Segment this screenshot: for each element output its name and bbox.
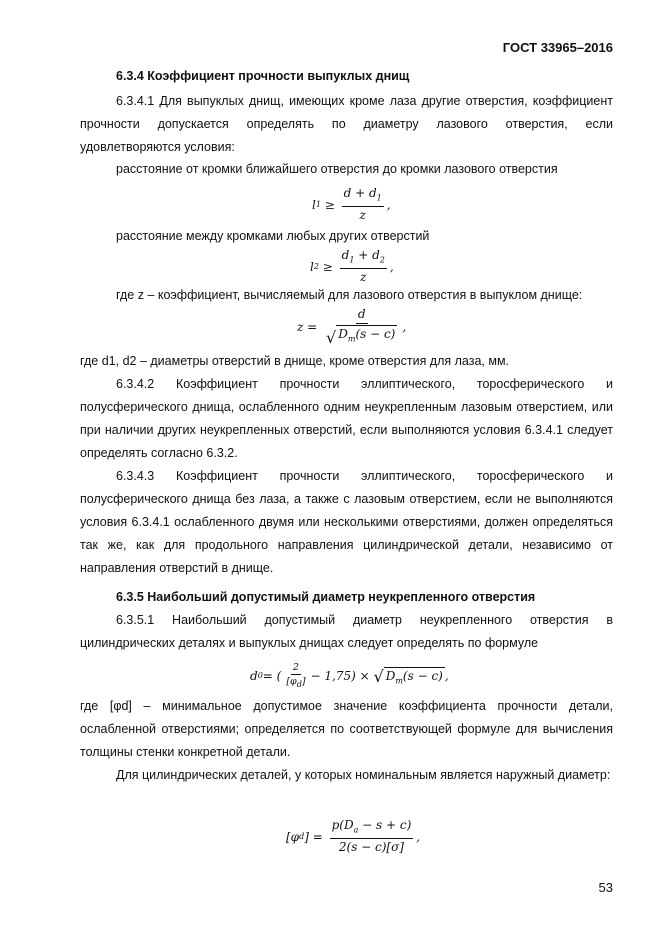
formula-z: z = d √ $D_m(s - c)$ , — [297, 307, 407, 348]
paragraph-cylindrical: Для цилиндрических деталей, у которых номинальным является наружный диаметр: — [116, 768, 611, 782]
where-z-text: где z – коэффициент, вычисляемый для лазового отверстия в выпуклом днище: — [116, 288, 583, 302]
condition-2-text: расстояние между кромками любых других отверстий — [116, 229, 430, 243]
paragraph-6-3-4-2: 6.3.4.2 Коэффициент прочности эллиптического, торосферического и полусферического днища, ослабленного одним неукрепленным лазовым отверстием, или при наличии других неукрепленных отверстий, если выполняются условия 6.3.4.1 следует определять согласно 6.3.2. — [80, 377, 613, 460]
formula-l1: l 1 ≥ $\frac{d + d_1}{z}$ , — [312, 186, 391, 223]
document-id-header: ГОСТ 33965–2016 — [502, 40, 613, 55]
formula-phi-d: [φ d ] = $\frac{p(D_a - s + c)}{2(s - c)[\sigma]}$ , — [286, 818, 421, 855]
condition-1-text: расстояние от кромки ближайшего отверстия до кромки лазового отверстия — [116, 162, 558, 176]
paragraph-6-3-4-1: 6.3.4.1 Для выпуклых днищ, имеющих кроме лаза другие отверстия, коэффициент прочности допускается определять по диаметру лазового отверстия, если удовлетворяются условия: — [80, 94, 613, 154]
where-phi-text: где [φd] – минимальное допустимое значение коэффициента прочности детали, ослабленной отверстиями; определяется по соответствующей формуле для вычисления толщины стенки конкретной детали. — [80, 699, 613, 759]
formula-l2: l 2 ≥ $\frac{d_1 + d_2}{z}$ , — [310, 248, 394, 285]
where-d-text: где d1, d2 – диаметры отверстий в днище, кроме отверстия для лаза, мм. — [80, 354, 510, 368]
paragraph-6-3-5-1: 6.3.5.1 Наибольший допустимый диаметр неукрепленного отверстия в цилиндрических деталях и выпуклых днищах следует определять по формуле — [80, 613, 613, 650]
paragraph-6-3-4-3: 6.3.4.3 Коэффициент прочности эллиптического, торосферического и полусферического днища без лаза, а также с лазовым отверстием, если не выполняются условия 6.3.4.1 ослабленного двумя или несколькими отверстиями, должен определяться так же, как для продольного направления цилиндрической детали, независимо от направления отверстий в днище. — [80, 469, 613, 575]
page-number: 53 — [598, 880, 613, 895]
formula-d0: d 0 = ( $\frac{2}{[\varphi_d]}$ − 1,75) × √ $D_m(s - c)$ , — [250, 662, 449, 689]
section-heading-6-3-5: 6.3.5 Наибольший допустимый диаметр неукрепленного отверстия — [116, 590, 536, 604]
section-heading-6-3-4: 6.3.4 Коэффициент прочности выпуклых днищ — [116, 69, 410, 83]
